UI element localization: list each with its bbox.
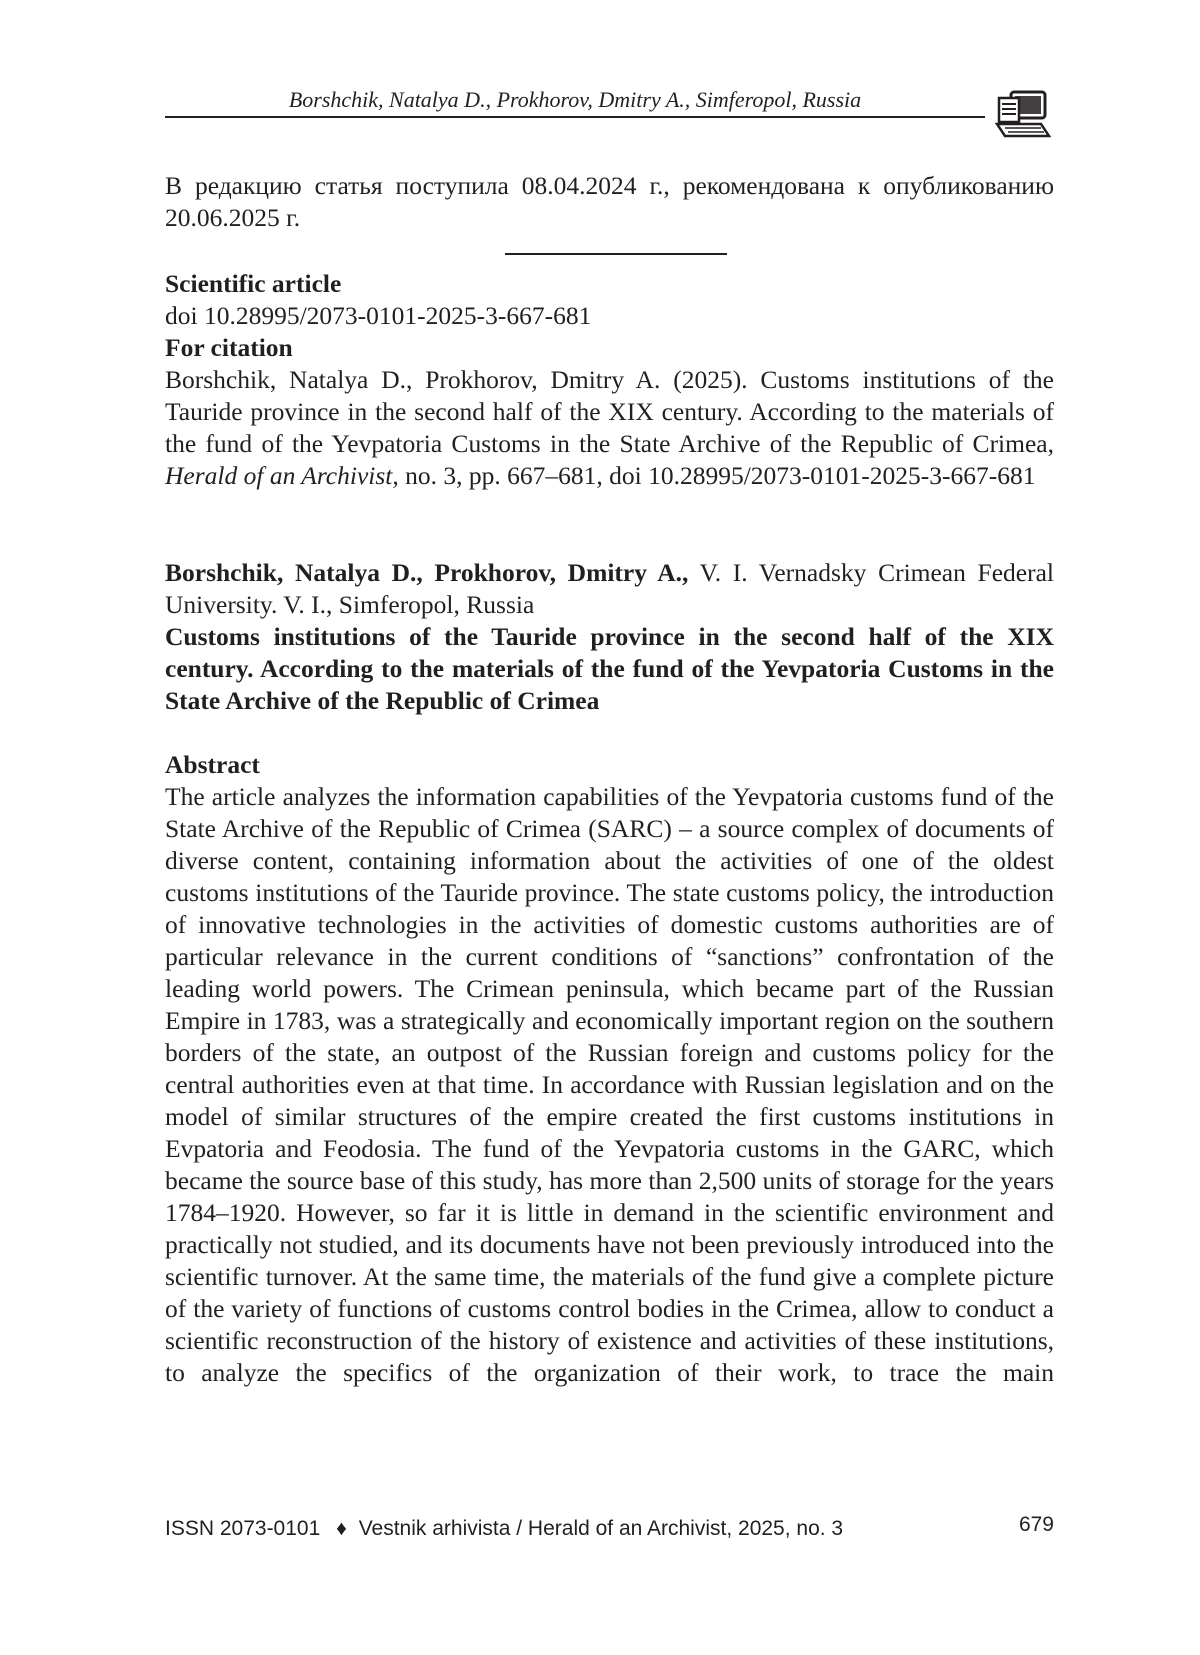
citation-text: Borshchik, Natalya D., Prokhorov, Dmitry A. (2025). Customs institutions of the Tauride province in the second half of the XIX century. According to the materials of the fund of the Yevpatoria Customs in the State Archive of the Republic of Crimea, bbox=[165, 365, 1054, 458]
citation-journal: Herald of an Archivist, bbox=[165, 461, 399, 490]
citation-pages: no. 3, pp. 667–681, doi 10.28995/2073-0101-2025-3-667-681 bbox=[405, 461, 1036, 490]
citation-label: For citation bbox=[165, 333, 293, 362]
doi: doi 10.28995/2073-0101-2025-3-667-681 bbox=[165, 301, 592, 330]
received-note: В редакцию статья поступила 08.04.2024 г., рекомендована к опубликованию 20.06.2025 г. bbox=[165, 171, 1054, 232]
abstract-heading: Abstract bbox=[165, 750, 260, 779]
section-divider bbox=[505, 253, 727, 255]
archive-computer-icon bbox=[993, 88, 1051, 142]
journal-name: Vestnik arhivista / Herald of an Archivist, 2025, no. 3 bbox=[358, 1517, 844, 1540]
issn: ISSN 2073-0101 bbox=[165, 1517, 321, 1540]
footer-separator-icon: ♦ bbox=[336, 1517, 347, 1540]
author-affiliation: V. I. Vernadsky Crimean Federal University. V. I., Simferopol, Russia bbox=[165, 558, 1054, 619]
running-header bbox=[165, 84, 985, 118]
author-names: Borshchik, Natalya D., Prokhorov, Dmitry A., bbox=[165, 558, 689, 587]
article-title: Customs institutions of the Tauride province in the second half of the XIX century. According to the materials of the fund of the Yevpatoria Customs in the State Archive of the Republic of Crimea bbox=[165, 622, 1054, 715]
page-footer bbox=[165, 1513, 1054, 1541]
abstract-text: The article analyzes the information capabilities of the Yevpatoria customs fund of the State Archive of the Republic of Crimea (SARC) – a source complex of documents of diverse content, containing information about the activities of one of the oldest customs institutions of the Tauride province. The state customs policy, the introduction of innovative technologies in the activities of domestic customs authorities are of particular relevance in the current conditions of “sanctions” confrontation of the leading world powers. The Crimean peninsula, which became part of the Russian Empire in 1783, was a strategically and economically important region on the southern borders of the state, an outpost of the Russian foreign and customs policy for the central authorities even at that time. In accordance with Russian legislation and on the model of similar structures of the empire created the first customs institutions in Evpatoria and Feodosia. The fund of the Yevpatoria customs in the GARC, which became the source base of this study, has more than 2,500 units of storage for the years 1784–1920. However, so far it is little in demand in the scientific environment and practically not studied, and its documents have not been previously introduced into the scientific turnover. At the same time, the materials of the fund give a complete picture of the variety of functions of customs control bodies in the Crimea, allow to conduct a scientific reconstruction of the history of existence and activities of these institutions, to analyze the specifics of the organization of their work, to trace the main bbox=[165, 782, 1054, 1387]
page-number: 679 bbox=[1018, 1513, 1054, 1536]
running-head: Borshchik, Natalya D., Prokhorov, Dmitry A., Simferopol, Russia bbox=[288, 87, 862, 112]
authors-line bbox=[165, 557, 1054, 621]
citation bbox=[165, 364, 1054, 492]
article-meta bbox=[165, 268, 1054, 492]
article-type: Scientific article bbox=[165, 269, 342, 298]
